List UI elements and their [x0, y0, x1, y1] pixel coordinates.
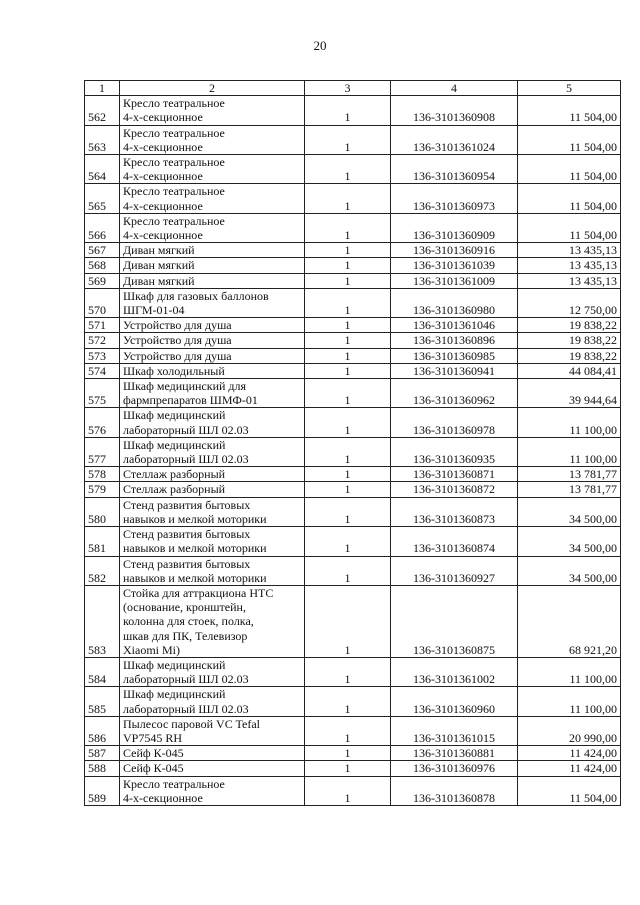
table-row: [85, 761, 621, 776]
item-quantity: 1: [305, 273, 391, 288]
item-name-line: Диван мягкий: [123, 273, 195, 288]
item-name-line: Кресло театральное: [123, 184, 225, 199]
row-number: 573: [85, 348, 120, 363]
table-header-row: [85, 81, 621, 96]
item-name: [120, 243, 305, 258]
row-number: 562: [85, 96, 120, 125]
item-name-line: Шкаф медицинский: [123, 408, 226, 423]
item-name-line: Диван мягкий: [123, 243, 195, 258]
item-quantity: 1: [305, 716, 391, 745]
table-row: [85, 258, 621, 273]
item-price: 11 504,00: [518, 776, 621, 805]
row-number: 571: [85, 318, 120, 333]
table-row: [85, 348, 621, 363]
item-name: [120, 96, 305, 125]
item-name-line: Шкаф медицинский: [123, 437, 226, 452]
table-row: [85, 687, 621, 716]
table-row: [85, 155, 621, 184]
table-row: [85, 96, 621, 125]
item-name: [120, 657, 305, 686]
inventory-code: 136-3101360872: [391, 482, 518, 497]
item-price: 11 100,00: [518, 437, 621, 466]
table-row: [85, 318, 621, 333]
item-name: [120, 556, 305, 585]
column-header-4: 4: [391, 81, 518, 96]
item-name-line: Кресло театральное: [123, 776, 225, 791]
item-quantity: 1: [305, 363, 391, 378]
table-row: [85, 746, 621, 761]
item-name: [120, 761, 305, 776]
row-number: 577: [85, 437, 120, 466]
item-name: [120, 497, 305, 526]
row-number: 564: [85, 155, 120, 184]
row-number: 578: [85, 467, 120, 482]
item-quantity: 1: [305, 776, 391, 805]
row-number: 582: [85, 556, 120, 585]
column-header-5: 5: [518, 81, 621, 96]
item-name: [120, 155, 305, 184]
item-quantity: 1: [305, 437, 391, 466]
column-header-1: 1: [85, 81, 120, 96]
item-price: 39 944,64: [518, 379, 621, 408]
item-quantity: 1: [305, 497, 391, 526]
item-quantity: 1: [305, 243, 391, 258]
inventory-code: 136-3101360954: [391, 155, 518, 184]
item-quantity: 1: [305, 467, 391, 482]
inventory-code: 136-3101360908: [391, 96, 518, 125]
item-name-line: Стенд развития бытовых: [123, 497, 251, 512]
table-row: [85, 333, 621, 348]
item-name-line: Шкаф холодильный: [123, 363, 225, 378]
item-name: [120, 585, 305, 657]
item-price: 34 500,00: [518, 556, 621, 585]
inventory-code: 136-3101360875: [391, 585, 518, 657]
item-quantity: 1: [305, 318, 391, 333]
item-name-line: ШГМ-01-04: [123, 303, 185, 318]
item-name: [120, 363, 305, 378]
item-name-line: 4-х-секционное: [123, 228, 203, 243]
item-name-line: 4-х-секционное: [123, 139, 203, 154]
item-name-line: VP7545 RH: [123, 730, 183, 745]
table-row: [85, 467, 621, 482]
row-number: 574: [85, 363, 120, 378]
column-header-2: 2: [120, 81, 305, 96]
item-name-line: (основание, кронштейн,: [123, 600, 246, 615]
item-name-line: Сейф К-045: [123, 761, 184, 776]
item-price: 13 435,13: [518, 273, 621, 288]
item-name: [120, 213, 305, 242]
item-price: 19 838,22: [518, 348, 621, 363]
item-name-line: Кресло театральное: [123, 96, 225, 111]
item-quantity: 1: [305, 408, 391, 437]
item-quantity: 1: [305, 258, 391, 273]
row-number: 586: [85, 716, 120, 745]
item-price: 68 921,20: [518, 585, 621, 657]
item-name: [120, 776, 305, 805]
item-name-line: Устройство для душа: [123, 318, 232, 333]
page-number: 20: [313, 38, 327, 53]
item-name: [120, 379, 305, 408]
item-price: 11 504,00: [518, 125, 621, 154]
item-quantity: 1: [305, 96, 391, 125]
item-quantity: 1: [305, 585, 391, 657]
inventory-code: 136-3101360873: [391, 497, 518, 526]
row-number: 570: [85, 288, 120, 317]
item-price: 13 435,13: [518, 258, 621, 273]
item-quantity: 1: [305, 333, 391, 348]
inventory-code: 136-3101360980: [391, 288, 518, 317]
item-quantity: 1: [305, 527, 391, 556]
item-name-line: Кресло театральное: [123, 213, 225, 228]
item-name-line: лабораторный ШЛ 02.03: [123, 701, 249, 716]
row-number: 563: [85, 125, 120, 154]
table-row: [85, 408, 621, 437]
row-number: 584: [85, 657, 120, 686]
item-name-line: Сейф К-045: [123, 746, 184, 761]
table-row: [85, 273, 621, 288]
row-number: 575: [85, 379, 120, 408]
item-name-line: колонна для стоек, полка,: [123, 614, 254, 629]
item-price: 12 750,00: [518, 288, 621, 317]
column-header-3: 3: [305, 81, 391, 96]
inventory-table: [84, 80, 621, 806]
inventory-code: 136-3101360881: [391, 746, 518, 761]
inventory-code: 136-3101361046: [391, 318, 518, 333]
item-name-line: лабораторный ШЛ 02.03: [123, 422, 249, 437]
item-price: 11 100,00: [518, 657, 621, 686]
item-name-line: Кресло театральное: [123, 125, 225, 140]
inventory-code: 136-3101360985: [391, 348, 518, 363]
table-row: [85, 213, 621, 242]
inventory-code: 136-3101360973: [391, 184, 518, 213]
row-number: 566: [85, 213, 120, 242]
row-number: 585: [85, 687, 120, 716]
inventory-code: 136-3101360878: [391, 776, 518, 805]
inventory-code: 136-3101360874: [391, 527, 518, 556]
item-name-line: Стойка для аттракциона НТС: [123, 585, 274, 600]
item-name-line: 4-х-секционное: [123, 169, 203, 184]
inventory-code: 136-3101360960: [391, 687, 518, 716]
item-name: [120, 318, 305, 333]
item-name: [120, 333, 305, 348]
row-number: 572: [85, 333, 120, 348]
item-name: [120, 348, 305, 363]
item-price: 11 424,00: [518, 761, 621, 776]
item-name-line: Стеллаж разборный: [123, 467, 226, 482]
inventory-code: 136-3101360896: [391, 333, 518, 348]
row-number: 579: [85, 482, 120, 497]
row-number: 587: [85, 746, 120, 761]
row-number: 583: [85, 585, 120, 657]
item-price: 13 435,13: [518, 243, 621, 258]
item-quantity: 1: [305, 125, 391, 154]
item-price: 44 084,41: [518, 363, 621, 378]
item-name-line: Xiaomi Mi): [123, 642, 180, 657]
row-number: 568: [85, 258, 120, 273]
row-number: 567: [85, 243, 120, 258]
item-price: 19 838,22: [518, 333, 621, 348]
item-name: [120, 273, 305, 288]
item-name: [120, 184, 305, 213]
item-quantity: 1: [305, 761, 391, 776]
item-price: 11 100,00: [518, 687, 621, 716]
item-quantity: 1: [305, 379, 391, 408]
item-name-line: Шкаф медицинский для: [123, 379, 247, 394]
item-name: [120, 716, 305, 745]
item-name-line: Устройство для душа: [123, 333, 232, 348]
item-name-line: навыков и мелкой моторики: [123, 541, 267, 556]
item-quantity: 1: [305, 155, 391, 184]
item-name-line: навыков и мелкой моторики: [123, 570, 267, 585]
item-quantity: 1: [305, 288, 391, 317]
item-quantity: 1: [305, 482, 391, 497]
item-name-line: 4-х-секционное: [123, 110, 203, 125]
inventory-code: 136-3101360935: [391, 437, 518, 466]
item-price: 11 504,00: [518, 213, 621, 242]
inventory-code: 136-3101361002: [391, 657, 518, 686]
inventory-code: 136-3101361009: [391, 273, 518, 288]
item-price: 11 100,00: [518, 408, 621, 437]
item-price: 11 424,00: [518, 746, 621, 761]
item-name-line: фармпрепаратов ШМФ-01: [123, 393, 258, 408]
item-name-line: Пылесос паровой VC Tefal: [123, 716, 260, 731]
table-row: [85, 527, 621, 556]
row-number: 588: [85, 761, 120, 776]
table-row: [85, 379, 621, 408]
item-name: [120, 437, 305, 466]
inventory-code: 136-3101360927: [391, 556, 518, 585]
item-name: [120, 288, 305, 317]
table-row: [85, 657, 621, 686]
table-row: [85, 556, 621, 585]
row-number: 581: [85, 527, 120, 556]
inventory-code: 136-3101360909: [391, 213, 518, 242]
item-name-line: Шкаф медицинский: [123, 687, 226, 702]
inventory-code: 136-3101360871: [391, 467, 518, 482]
row-number: 576: [85, 408, 120, 437]
row-number: 580: [85, 497, 120, 526]
item-price: 11 504,00: [518, 96, 621, 125]
row-number: 565: [85, 184, 120, 213]
table-row: [85, 125, 621, 154]
inventory-code: 136-3101361039: [391, 258, 518, 273]
item-name-line: Стенд развития бытовых: [123, 527, 251, 542]
item-quantity: 1: [305, 657, 391, 686]
inventory-code: 136-3101360916: [391, 243, 518, 258]
table-row: [85, 585, 621, 657]
table-row: [85, 437, 621, 466]
table-row: [85, 497, 621, 526]
item-name: [120, 125, 305, 154]
item-price: 34 500,00: [518, 497, 621, 526]
item-quantity: 1: [305, 348, 391, 363]
item-price: 13 781,77: [518, 467, 621, 482]
inventory-code: 136-3101360962: [391, 379, 518, 408]
table-row: [85, 482, 621, 497]
item-quantity: 1: [305, 184, 391, 213]
item-name-line: шкав для ПК, Телевизор: [123, 628, 248, 643]
item-price: 20 990,00: [518, 716, 621, 745]
item-name: [120, 746, 305, 761]
row-number: 589: [85, 776, 120, 805]
item-price: 11 504,00: [518, 184, 621, 213]
item-name-line: Шкаф медицинский: [123, 657, 226, 672]
item-name-line: 4-х-секционное: [123, 198, 203, 213]
item-quantity: 1: [305, 746, 391, 761]
item-name-line: Стенд развития бытовых: [123, 556, 251, 571]
item-name: [120, 467, 305, 482]
item-name: [120, 687, 305, 716]
row-number: 569: [85, 273, 120, 288]
table-row: [85, 716, 621, 745]
item-price: 11 504,00: [518, 155, 621, 184]
inventory-code: 136-3101361015: [391, 716, 518, 745]
item-name-line: Шкаф для газовых баллонов: [123, 288, 269, 303]
item-name-line: лабораторный ШЛ 02.03: [123, 452, 249, 467]
item-quantity: 1: [305, 213, 391, 242]
item-quantity: 1: [305, 687, 391, 716]
item-name-line: 4-х-секционное: [123, 790, 203, 805]
item-name: [120, 258, 305, 273]
item-name-line: навыков и мелкой моторики: [123, 511, 267, 526]
item-name: [120, 527, 305, 556]
item-name-line: лабораторный ШЛ 02.03: [123, 672, 249, 687]
item-quantity: 1: [305, 556, 391, 585]
inventory-code: 136-3101360941: [391, 363, 518, 378]
item-price: 19 838,22: [518, 318, 621, 333]
table-row: [85, 288, 621, 317]
table-row: [85, 776, 621, 805]
table-row: [85, 184, 621, 213]
inventory-code: 136-3101361024: [391, 125, 518, 154]
item-name-line: Устройство для душа: [123, 348, 232, 363]
item-name: [120, 408, 305, 437]
item-price: 34 500,00: [518, 527, 621, 556]
inventory-code: 136-3101360976: [391, 761, 518, 776]
inventory-code: 136-3101360978: [391, 408, 518, 437]
table-row: [85, 243, 621, 258]
item-name-line: Кресло театральное: [123, 155, 225, 170]
item-price: 13 781,77: [518, 482, 621, 497]
table-body: [85, 96, 621, 806]
table-row: [85, 363, 621, 378]
item-name-line: Стеллаж разборный: [123, 482, 226, 497]
item-name: [120, 482, 305, 497]
item-name-line: Диван мягкий: [123, 258, 195, 273]
